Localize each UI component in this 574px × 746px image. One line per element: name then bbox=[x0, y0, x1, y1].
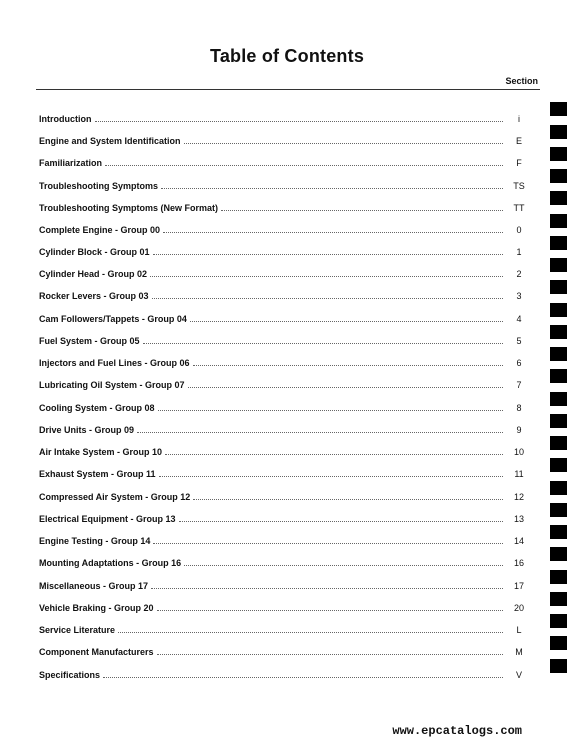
toc-entry-label: Cylinder Head - Group 02 bbox=[39, 269, 148, 279]
toc-entry-section: 13 bbox=[513, 514, 524, 524]
toc-entry-group-11[interactable] bbox=[39, 466, 531, 480]
toc-entry-section: E bbox=[515, 136, 522, 146]
toc-entry-label: Lubricating Oil System - Group 07 bbox=[39, 380, 185, 390]
dot-leader bbox=[159, 475, 503, 477]
dot-leader bbox=[151, 587, 503, 589]
section-tab[interactable] bbox=[550, 102, 567, 116]
toc-entry-label: Engine Testing - Group 14 bbox=[39, 536, 151, 546]
dot-leader bbox=[153, 253, 503, 255]
section-tab[interactable] bbox=[550, 125, 567, 139]
section-tab[interactable] bbox=[550, 236, 567, 250]
toc-entry-group-05[interactable] bbox=[39, 333, 531, 347]
section-tab[interactable] bbox=[550, 303, 567, 317]
toc-entry-group-04[interactable] bbox=[39, 311, 531, 325]
toc-entry-section: 1 bbox=[516, 247, 522, 257]
toc-entry-section: 20 bbox=[513, 603, 524, 613]
toc-entry-section: L bbox=[516, 625, 522, 635]
section-tab[interactable] bbox=[550, 547, 567, 561]
page-title: Table of Contents bbox=[209, 46, 365, 66]
toc-entry-label: Rocker Levers - Group 03 bbox=[39, 291, 149, 301]
header-rule bbox=[36, 89, 540, 90]
dot-leader bbox=[161, 187, 503, 189]
toc-entry-label: Engine and System Identification bbox=[39, 136, 181, 146]
section-tab[interactable] bbox=[550, 503, 567, 517]
toc-entry-label: Complete Engine - Group 00 bbox=[39, 225, 161, 235]
toc-entry-component-manufacturers[interactable] bbox=[39, 644, 531, 658]
toc-entry-introduction[interactable] bbox=[39, 111, 531, 125]
toc-entry-label: Electrical Equipment - Group 13 bbox=[39, 514, 176, 524]
section-tab[interactable] bbox=[550, 280, 567, 294]
toc-entry-section: 3 bbox=[516, 291, 522, 301]
dot-leader bbox=[193, 364, 503, 366]
toc-entry-group-02[interactable] bbox=[39, 266, 531, 280]
toc-entry-section: 14 bbox=[513, 536, 524, 546]
section-tab[interactable] bbox=[550, 659, 567, 673]
toc-entry-section: 5 bbox=[516, 336, 522, 346]
section-tab[interactable] bbox=[550, 347, 567, 361]
toc-entry-section: i bbox=[518, 114, 520, 124]
toc-entry-group-01[interactable] bbox=[39, 244, 531, 258]
footer-watermark: www.epcatalogs.com bbox=[392, 724, 522, 738]
dot-leader bbox=[153, 542, 503, 544]
section-tab[interactable] bbox=[550, 147, 567, 161]
toc-entry-group-16[interactable] bbox=[39, 555, 531, 569]
toc-entry-section: 8 bbox=[516, 403, 522, 413]
toc-entry-label: Fuel System - Group 05 bbox=[39, 336, 140, 346]
toc-entry-troubleshooting-new-format[interactable] bbox=[39, 200, 531, 214]
toc-entry-group-07[interactable] bbox=[39, 377, 531, 391]
toc-entry-group-10[interactable] bbox=[39, 444, 531, 458]
section-tab[interactable] bbox=[550, 436, 567, 450]
toc-entry-label: Troubleshooting Symptoms bbox=[39, 181, 159, 191]
section-tab[interactable] bbox=[550, 525, 567, 539]
toc-entry-label: Drive Units - Group 09 bbox=[39, 425, 135, 435]
section-tab[interactable] bbox=[550, 481, 567, 495]
toc-entry-engine-identification[interactable] bbox=[39, 133, 531, 147]
toc-entry-label: Mounting Adaptations - Group 16 bbox=[39, 558, 182, 568]
toc-entry-label: Component Manufacturers bbox=[39, 647, 154, 657]
dot-leader bbox=[163, 231, 503, 233]
dot-leader bbox=[95, 120, 504, 122]
toc-entry-group-09[interactable] bbox=[39, 422, 531, 436]
toc-entry-group-14[interactable] bbox=[39, 533, 531, 547]
toc-entry-section: 7 bbox=[516, 380, 522, 390]
toc-entry-group-06[interactable] bbox=[39, 355, 531, 369]
section-tab[interactable] bbox=[550, 325, 567, 339]
toc-entry-group-20[interactable] bbox=[39, 600, 531, 614]
dot-leader bbox=[158, 409, 503, 411]
section-tab[interactable] bbox=[550, 414, 567, 428]
dot-leader bbox=[118, 631, 503, 633]
dot-leader bbox=[193, 498, 503, 500]
toc-entry-section: 2 bbox=[516, 269, 522, 279]
toc-entry-section: 17 bbox=[513, 581, 524, 591]
toc-entry-section: 11 bbox=[514, 469, 524, 479]
dot-leader bbox=[221, 209, 503, 211]
toc-entry-label: Introduction bbox=[39, 114, 92, 124]
toc-entry-section: 6 bbox=[516, 358, 522, 368]
toc-entry-section: 0 bbox=[516, 225, 522, 235]
toc-entry-section: TT bbox=[513, 203, 525, 213]
toc-entry-group-13[interactable] bbox=[39, 511, 531, 525]
toc-entry-label: Troubleshooting Symptoms (New Format) bbox=[39, 203, 219, 213]
dot-leader bbox=[105, 164, 503, 166]
section-tab[interactable] bbox=[550, 570, 567, 584]
toc-entry-familiarization[interactable] bbox=[39, 155, 531, 169]
toc-entry-label: Miscellaneous - Group 17 bbox=[39, 581, 149, 591]
section-tab[interactable] bbox=[550, 369, 567, 383]
toc-entry-section: M bbox=[515, 647, 523, 657]
toc-entry-section: 16 bbox=[513, 558, 524, 568]
toc-entry-group-00[interactable] bbox=[39, 222, 531, 236]
dot-leader bbox=[179, 520, 503, 522]
section-tab[interactable] bbox=[550, 191, 567, 205]
toc-entry-label: Specifications bbox=[39, 670, 101, 680]
dot-leader bbox=[190, 320, 503, 322]
dot-leader bbox=[143, 342, 503, 344]
section-tab[interactable] bbox=[550, 614, 567, 628]
toc-entry-label: Compressed Air System - Group 12 bbox=[39, 492, 191, 502]
toc-entry-section: 12 bbox=[513, 492, 524, 502]
section-tab[interactable] bbox=[550, 458, 567, 472]
toc-entry-section: TS bbox=[513, 181, 525, 191]
section-tab[interactable] bbox=[550, 258, 567, 272]
toc-entry-section: 9 bbox=[516, 425, 522, 435]
dot-leader bbox=[184, 142, 503, 144]
toc-entry-label: Service Literature bbox=[39, 625, 116, 635]
toc-entry-label: Injectors and Fuel Lines - Group 06 bbox=[39, 358, 190, 368]
toc-entry-label: Vehicle Braking - Group 20 bbox=[39, 603, 154, 613]
toc-entry-section: F bbox=[516, 158, 522, 168]
toc-entry-group-12[interactable] bbox=[39, 489, 531, 503]
toc-entry-label: Familiarization bbox=[39, 158, 103, 168]
dot-leader bbox=[188, 386, 503, 388]
dot-leader bbox=[150, 275, 503, 277]
dot-leader bbox=[165, 453, 503, 455]
toc-entry-group-08[interactable] bbox=[39, 400, 531, 414]
toc-entry-section: 4 bbox=[516, 314, 522, 324]
toc-entry-label: Air Intake System - Group 10 bbox=[39, 447, 163, 457]
toc-entry-group-03[interactable] bbox=[39, 288, 531, 302]
dot-leader bbox=[157, 609, 503, 611]
toc-entry-label: Cam Followers/Tappets - Group 04 bbox=[39, 314, 187, 324]
section-tab[interactable] bbox=[550, 392, 567, 406]
section-column-header: Section bbox=[505, 76, 538, 86]
toc-entry-section: V bbox=[515, 670, 522, 680]
toc-entry-label: Exhaust System - Group 11 bbox=[39, 469, 156, 479]
dot-leader bbox=[157, 653, 503, 655]
section-tab[interactable] bbox=[550, 636, 567, 650]
toc-entry-service-literature[interactable] bbox=[39, 622, 531, 636]
section-tab[interactable] bbox=[550, 592, 567, 606]
section-tab[interactable] bbox=[550, 214, 567, 228]
dot-leader bbox=[103, 676, 503, 678]
toc-entry-troubleshooting-symptoms[interactable] bbox=[39, 178, 531, 192]
dot-leader bbox=[184, 564, 503, 566]
section-tab[interactable] bbox=[550, 169, 567, 183]
toc-entry-label: Cooling System - Group 08 bbox=[39, 403, 155, 413]
toc-entry-section: 10 bbox=[513, 447, 524, 457]
dot-leader bbox=[152, 297, 503, 299]
toc-entry-group-17[interactable] bbox=[39, 578, 531, 592]
toc-entry-specifications[interactable] bbox=[39, 667, 531, 681]
dot-leader bbox=[137, 431, 503, 433]
toc-entry-label: Cylinder Block - Group 01 bbox=[39, 247, 150, 257]
